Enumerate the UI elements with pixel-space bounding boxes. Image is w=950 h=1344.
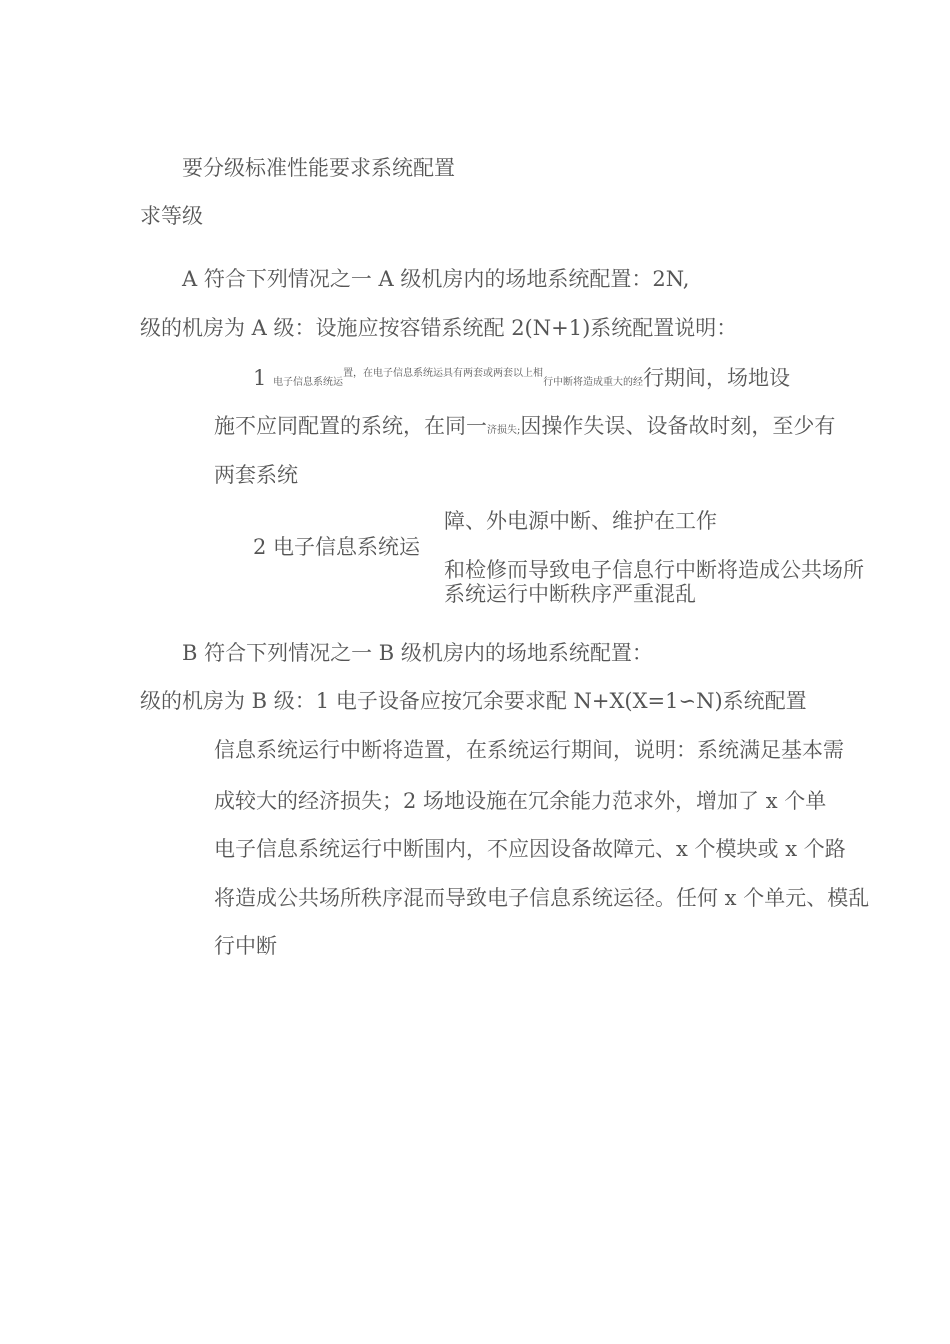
text-line: 和检修而导致电子信息行中断将造成公共场所 xyxy=(444,558,864,582)
text-line: 行中断 xyxy=(214,934,277,958)
text-fragment: 施不应同配置的系统，在同一 xyxy=(214,414,487,438)
text-line: 级的机房为 A 级：设施应按容错系统配 2(N+1)系统配置说明： xyxy=(140,316,738,340)
text-line: 电子信息系统运行中断围内，不应因设备故障元、x 个模块或 x 个路 xyxy=(214,837,846,861)
text-line: 系统运行中断秩序严重混乱 xyxy=(444,582,696,606)
heading-line: 要分级标准性能要求系统配置 xyxy=(182,156,455,180)
text-line: 求等级 xyxy=(140,204,203,228)
section-a-line: A 符合下列情况之一 A 级机房内的场地系统配置：2N, xyxy=(182,267,690,291)
text-line xyxy=(214,412,835,440)
text-line: 障、外电源中断、维护在工作 xyxy=(444,509,717,533)
small-text: 置，在电子信息系统运具有两套或两套以上相 xyxy=(343,368,544,379)
text-line: 信息系统运行中断将造置，在系统运行期间，说明：系统满足基本需 xyxy=(214,738,844,762)
text-line: 将造成公共场所秩序混而导致电子信息系统运径。任何 x 个单元、模乱 xyxy=(214,886,870,910)
section-b-line: B 符合下列情况之一 B 级机房内的场地系统配置： xyxy=(182,641,653,665)
small-text: 济损失; xyxy=(487,425,521,436)
text-fragment: 行期间，场地设 xyxy=(643,366,791,390)
small-text: 行中断将造成重大的经 xyxy=(543,377,644,388)
text-line: 两套系统 xyxy=(214,463,298,487)
small-text: 电子信息系统运 xyxy=(273,377,344,388)
item-number: 1 xyxy=(253,366,267,390)
item-line: 2 电子信息系统运 xyxy=(253,535,421,559)
text-line: 级的机房为 B 级：1 电子设备应按冗余要求配 N+X(X=1∽N)系统配置 xyxy=(140,689,807,713)
text-line: 成较大的经济损失；2 场地设施在冗余能力范求外，增加了 x 个单 xyxy=(214,789,827,813)
text-line xyxy=(253,364,790,392)
text-fragment: 因操作失误、设备故时刻，至少有 xyxy=(520,414,836,438)
